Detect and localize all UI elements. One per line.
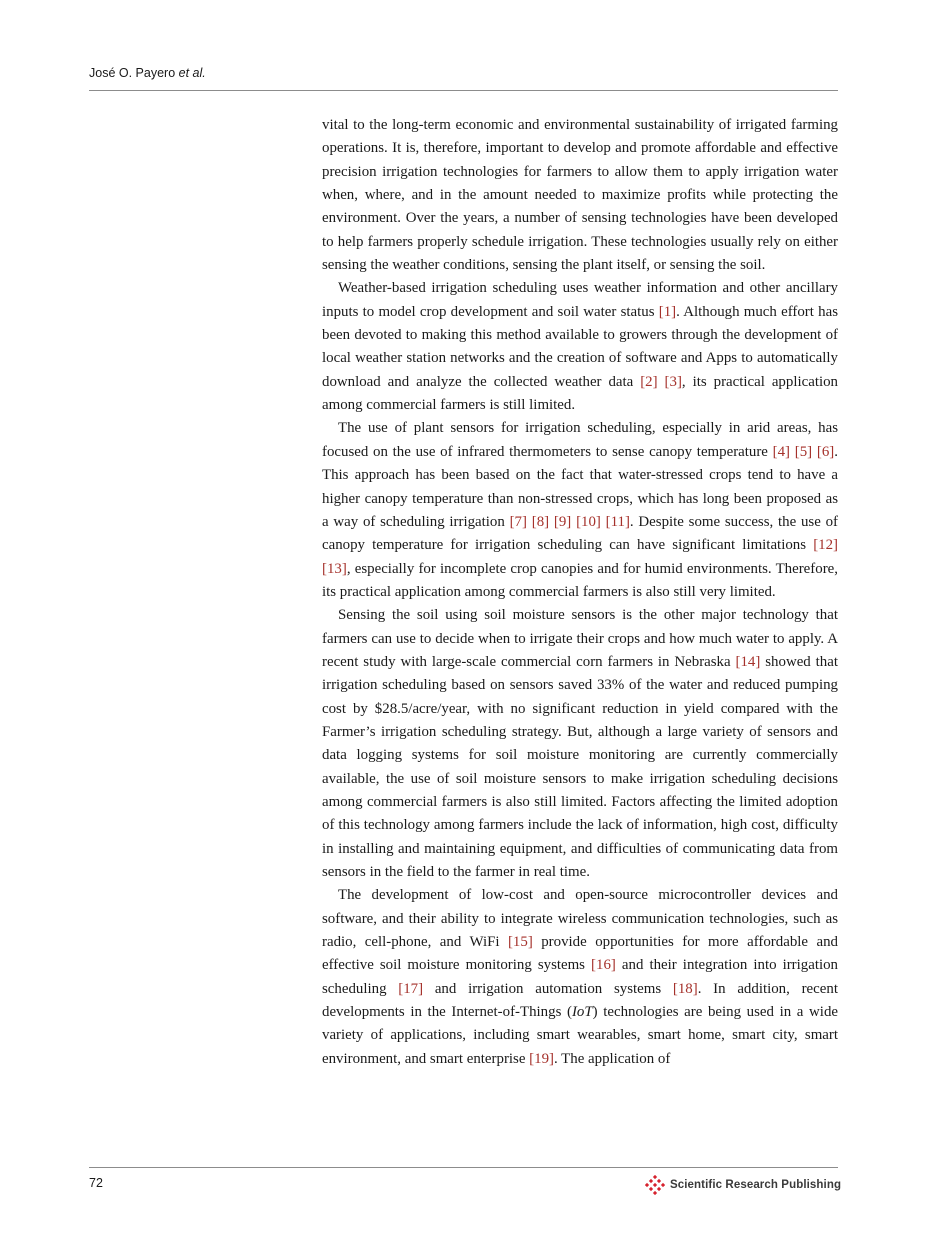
citation-link[interactable]: [12]: [813, 537, 838, 554]
footer-rule: [89, 1167, 838, 1168]
citation-link[interactable]: [1]: [658, 303, 677, 320]
text-run: . In addition, recent developments in the Internet-of-Things (: [322, 980, 838, 1021]
paragraph: [322, 417, 838, 604]
paragraph: [322, 884, 838, 1071]
citation-link[interactable]: [10]: [576, 513, 601, 530]
citation-link[interactable]: [6]: [816, 443, 835, 460]
srp-logo-icon: [645, 1175, 665, 1195]
text-run: Sensing the soil using soil moisture sensors is the other major technology that farmers can use to decide when to irrigate their crops and how much water to apply. A recent study with large-scale commercial corn farmers in Nebraska: [322, 607, 838, 670]
running-header: [89, 64, 838, 91]
text-run: and their integration into irrigation scheduling: [322, 957, 838, 997]
citation-link[interactable]: [19]: [529, 1050, 554, 1067]
citation-link[interactable]: [13]: [322, 560, 347, 577]
text-run: . This approach has been based on the fact that water-stressed crops tend to have a higher canopy temperature than non-stressed crops, which has long been proposed as a way of scheduling irrigation: [322, 443, 838, 530]
article-body: [322, 114, 838, 1071]
citation-link[interactable]: [7]: [509, 513, 527, 530]
citation-link[interactable]: [15]: [507, 934, 533, 951]
citation-link[interactable]: [2]: [640, 373, 658, 390]
citation-link[interactable]: [11]: [605, 513, 630, 530]
text-run: showed that irrigation scheduling based on sensors saved 33% of the water and reduced pumping cost by $28.5/acre/year, with no significant reduction in yield compared with the Farmer’s irrigation scheduling strategy. But, although a large variety of sensors and data logging systems for soil moisture monitoring are currently commercially available, the use of soil moisture sensors to make irrigation scheduling decisions among commercial farmers is also still limited. Factors affecting the limited adoption of this technology among farmers include the lack of information, high cost, difficulty in installing and maintaining equipment, and difficulties of communicating data from sensors in the field to the farmer in real time.: [322, 653, 838, 880]
text-run: , especially for incomplete crop canopies and for humid environments. Therefore, its practical application among commercial farmers is also still very limited.: [322, 560, 838, 600]
text-run: , its practical application among commercial farmers is still limited.: [322, 373, 838, 414]
citation-link[interactable]: [14]: [735, 653, 761, 670]
text-run: [658, 374, 665, 390]
text-run: The use of plant sensors for irrigation scheduling, especially in arid areas, has focused on the use of infrared thermometers to sense canopy temperature: [322, 420, 838, 460]
text-run: ) technologies are being used in a wide variety of applications, including smart wearables, smart home, smart city, smart environment, and smart enterprise: [322, 1004, 838, 1067]
citation-link[interactable]: [5]: [794, 443, 813, 460]
paragraph: [322, 114, 838, 277]
citation-link[interactable]: [4]: [772, 443, 791, 460]
citation-link[interactable]: [8]: [531, 513, 550, 530]
citation-link[interactable]: [3]: [664, 373, 682, 390]
citation-link[interactable]: [16]: [591, 957, 616, 974]
text-run: The development of low-cost and open-source microcontroller devices and software, and their ability to integrate wireless communication technologies, such as radio, cell-phone, and WiFi: [322, 887, 838, 951]
header-author: José O. Payero et al.: [89, 66, 206, 80]
paragraph: [322, 604, 838, 884]
text-run: vital to the long-term economic and environmental sustainability of irrigated farming operations. It is, therefore, important to develop and promote affordable and effective precision irrigation technologies for farmers to allow them to apply irrigation water when, where, and in the amount needed to maximize profits while protecting the environment. Over the years, a number of sensing technologies have been developed to help farmers properly schedule irrigation. These technologies usually rely on either sensing the weather conditions, sensing the plant itself, or sensing the soil.: [322, 117, 838, 274]
publisher-brand[interactable]: [645, 1174, 841, 1196]
text-run: . Despite some success, the use of canopy temperature for irrigation scheduling can have significant limitations: [322, 513, 838, 554]
text-run: Weather-based irrigation scheduling uses weather information and other ancillary inputs to model crop development and soil water status: [322, 280, 838, 320]
page-number: 72: [89, 1176, 103, 1190]
citation-link[interactable]: [17]: [398, 980, 424, 997]
publisher-name: Scientific Research Publishing: [670, 1179, 842, 1191]
text-run: provide opportunities for more affordable and effective soil moisture monitoring systems: [322, 934, 838, 974]
citation-link[interactable]: [18]: [672, 980, 698, 997]
italic-text: IoT: [571, 1004, 593, 1021]
paragraph: [322, 277, 838, 417]
citation-link[interactable]: [9]: [553, 513, 572, 530]
text-run: . Although much effort has been devoted to making this method available to growers through the development of local weather station networks and the creation of software and Apps to automatically download and analyze the collected weather data: [322, 303, 838, 390]
text-run: and irrigation automation systems: [423, 980, 673, 997]
header-etal: et al.: [178, 66, 206, 80]
text-run: . The application of: [553, 1050, 671, 1067]
